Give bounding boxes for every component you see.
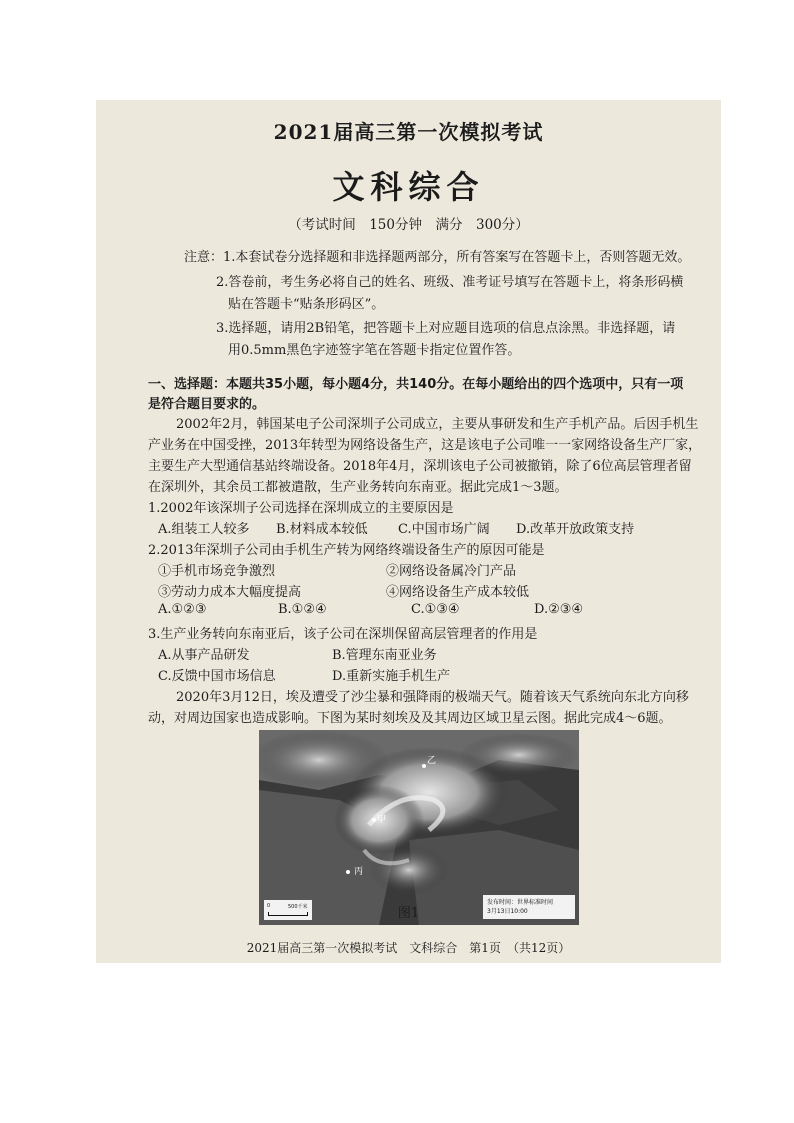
notice-line-1: 注意：1.本套试卷分选择题和非选择题两部分，所有答案写在答题卡上，否则答题无效。 [184, 250, 691, 265]
question-3-option-c: C.反馈中国市场信息 [158, 669, 276, 684]
question-2-option-b: B.①②④ [278, 602, 327, 617]
exam-page [96, 100, 721, 963]
label-yi: 乙 [427, 756, 437, 766]
passage1-line-3: 主要生产大型通信基站终端设备。2018年4月，深圳该电子公司被撤销，除了6位高层管理者留 [148, 459, 692, 474]
question-1-option-c: C.中国市场广阔 [398, 522, 490, 537]
point-yi-marker [422, 764, 426, 768]
question-2-option-c: C.①③④ [411, 602, 460, 617]
passage2-line-1: 2020年3月12日，埃及遭受了沙尘暴和强降雨的极端天气。随着该天气系统向东北方向移 [176, 690, 689, 705]
notice-line-4: 3.选择题，请用2B铅笔，把答题卡上对应题目选项的信息点涂黑。非选择题，请 [216, 321, 676, 336]
question-2-item-2: ②网络设备属冷门产品 [386, 564, 517, 579]
question-2-item-3: ③劳动力成本大幅度提高 [158, 585, 302, 600]
question-1-option-b: B.材料成本较低 [276, 522, 368, 537]
question-3-option-a: A.从事产品研发 [158, 648, 250, 663]
question-1-option-a: A.组装工人较多 [158, 522, 250, 537]
notice-line-5: 用0.5mm黑色字迹签字笔在答题卡指定位置作答。 [228, 343, 521, 358]
passage2-line-2: 动，对周边国家也造成影响。下图为某时刻埃及及其周边区域卫星云图。据此完成4～6题。 [148, 711, 672, 726]
point-bing-marker [346, 870, 350, 874]
notice-line-3: 贴在答题卡“贴条形码区”。 [228, 297, 385, 312]
passage1-line-4: 在深圳外，其余员工都被遣散，生产业务转向东南亚。据此完成1～3题。 [148, 480, 568, 495]
subject-title: 文科综合 [332, 168, 485, 206]
scale-zero-label: 0 [267, 903, 271, 909]
question-3-option-b: B.管理东南亚业务 [332, 648, 437, 663]
publish-time-label: 发布时间：世界标准时间 [487, 899, 554, 906]
publish-time-value: 3月13日10:00 [487, 908, 528, 915]
exam-meta: （考试时间 150分钟 满分 300分） [288, 217, 529, 233]
label-bing: 丙 [354, 867, 364, 877]
figure-caption: 图1 [397, 906, 420, 921]
point-jia-marker [372, 818, 376, 822]
label-jia: 甲 [377, 815, 387, 825]
section-heading-2: 是符合题目要求的。 [148, 397, 266, 412]
exam-title: 2021届高三第一次模拟考试 [273, 120, 544, 144]
page-footer: 2021届高三第一次模拟考试 文科综合 第1页 （共12页） [246, 941, 571, 955]
question-2-item-1: ①手机市场竞争激烈 [158, 564, 276, 579]
satellite-cloud-image [259, 730, 579, 925]
question-3-stem: 3.生产业务转向东南亚后，该子公司在深圳保留高层管理者的作用是 [148, 627, 538, 642]
passage1-line-1: 2002年2月，韩国某电子公司深圳子公司成立，主要从事研发和生产手机产品。后因手机生 [176, 417, 699, 432]
question-3-option-d: D.重新实施手机生产 [332, 669, 451, 684]
passage1-line-2: 产业务在中国受挫，2013年转型为网络设备生产，这是该电子公司唯一一家网络设备生产厂家， [148, 438, 702, 453]
question-2-option-a: A.①②③ [158, 602, 207, 617]
scale-distance-label: 500千米 [288, 904, 308, 910]
question-2-item-4: ④网络设备生产成本较低 [386, 585, 530, 600]
question-2-stem: 2.2013年深圳子公司由手机生产转为网络终端设备生产的原因可能是 [148, 543, 545, 558]
section-heading-1: 一、选择题：本题共35小题，每小题4分，共140分。在每小题给出的四个选项中，只有一项 [148, 377, 684, 392]
question-1-stem: 1.2002年该深圳子公司选择在深圳成立的主要原因是 [148, 501, 454, 516]
question-2-option-d: D.②③④ [534, 602, 584, 617]
notice-line-2: 2.答卷前，考生务必将自己的姓名、班级、准考证号填写在答题卡上，将条形码横 [216, 275, 684, 290]
question-1-option-d: D.改革开放政策支持 [516, 522, 635, 537]
